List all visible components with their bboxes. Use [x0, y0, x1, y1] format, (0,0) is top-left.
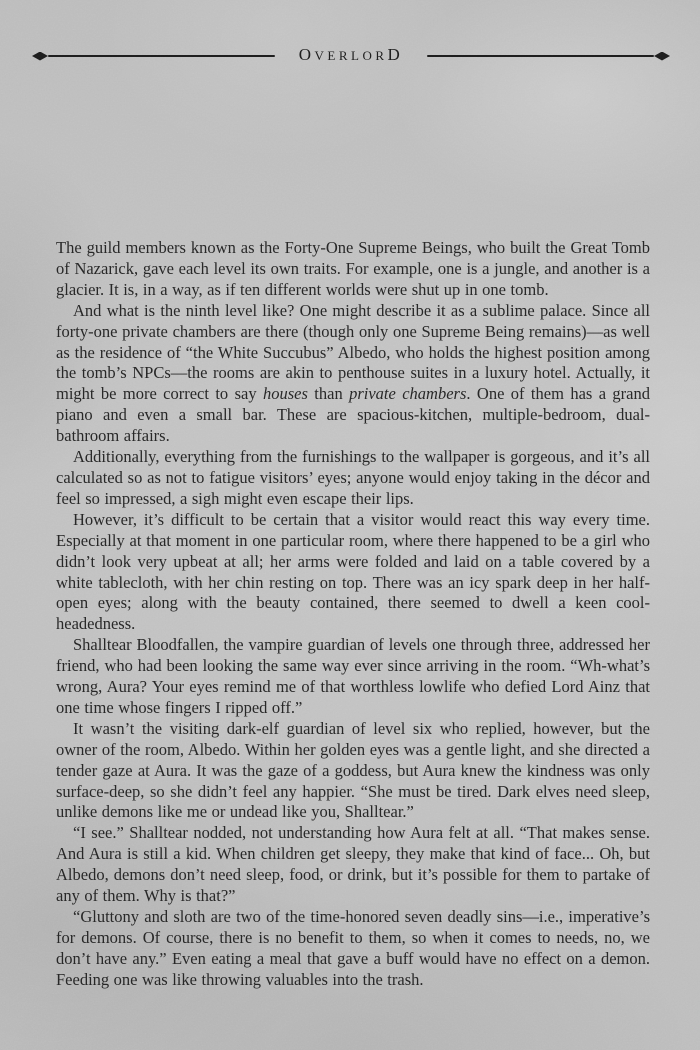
paragraph: Additionally, everything from the furnishings to the wallpaper is gorgeous, and it’s all calculated so as not to fatigue visitors’ eyes; anyone would enjoy taking in the décor and feel so impressed, a sigh might even escape their lips.: [56, 447, 650, 508]
paragraph: “Gluttony and sloth are two of the time-honored seven deadly sins—i.e., imperative’s for demons. Of course, there is no benefit to them, so when it comes to needs, no, we don’t have any.” Even eating a meal that gave a buff would have no effect on a demon. Feeding one was like throwing valuables into the trash.: [56, 907, 650, 989]
right-diamond-ornament-icon: [654, 52, 670, 61]
running-head-title: [299, 46, 404, 64]
paragraph: [56, 301, 650, 447]
paragraph-text: . One of them has a grand piano and even a small bar. These are spacious-kitchen, multiple-bedroom, dual-bathroom affairs.: [56, 384, 650, 446]
paragraph: It wasn’t the visiting dark-elf guardian of level six who replied, however, but the owner of the room, Albedo. Within her golden eyes was a gentle light, and she directed a tender gaze at Aura. It was the gaze of a goddess, but Aura knew the kindness was only surface-deep, so she didn’t feel any happier. “She must be tired. Dark elves need sleep, unlike demons like me or undead like you, Shalltear.”: [56, 718, 650, 822]
page-body: [56, 238, 650, 991]
italic-text: houses: [262, 384, 308, 404]
paragraph: Shalltear Bloodfallen, the vampire guardian of levels one through three, addressed her friend, who had been looking the same way ever since arriving in the room. “Wh-what’s wrong, Aura? Your eyes remind me of that worthless lowlife who defied Lord Ainz that one time whose fingers I ripped off.”: [56, 635, 650, 717]
left-diamond-ornament-icon: [32, 52, 48, 61]
italic-text: private chambers: [349, 384, 467, 404]
paragraph-text: And what is the ninth level like? One might describe it as a sublime palace. Since all forty-one private chambers are there (though only one Supreme Being remains)—as well as the residence of “the White Succubus” Albedo, who holds the highest position among the tomb’s NPCs—the rooms are akin to penthouse suites in a luxury hotel. Actually, it might be more correct to say: [56, 300, 650, 404]
paragraph: “I see.” Shalltear nodded, not understanding how Aura felt at all. “That makes sense. And Aura is still a kid. When children get sleepy, they make that kind of face... Oh, but Albedo, demons don’t need sleep, food, or drink, but it’s possible for them to partake of any of them. Why is that?”: [56, 823, 650, 906]
paragraph: However, it’s difficult to be certain that a visitor would react this way every time. Especially at that moment in one particular room, where there happened to be a girl who didn’t look very upbeat at all; her arms were folded and laid on a table covered by a white tablecloth, with her chin resting on top. There was an icy spark deep in her half-open eyes; along with the beauty contained, there seemed to dwell a keen cool-headedness.: [56, 509, 650, 634]
page-header: [32, 47, 670, 65]
title-letters-small: VERLOR: [314, 48, 388, 63]
paragraph: The guild members known as the Forty-One Supreme Beings, who built the Great Tomb of Nazarick, gave each level its own traits. For example, one is a jungle, and another is a glacier. It is, in a way, as if ten different worlds were shut up in one tomb.: [56, 238, 650, 299]
title-letter-large: D: [387, 45, 404, 64]
left-rule-line: [48, 55, 275, 57]
right-rule-line: [427, 55, 654, 57]
title-letter-large: O: [298, 45, 315, 64]
paragraph-text: than: [307, 384, 350, 404]
